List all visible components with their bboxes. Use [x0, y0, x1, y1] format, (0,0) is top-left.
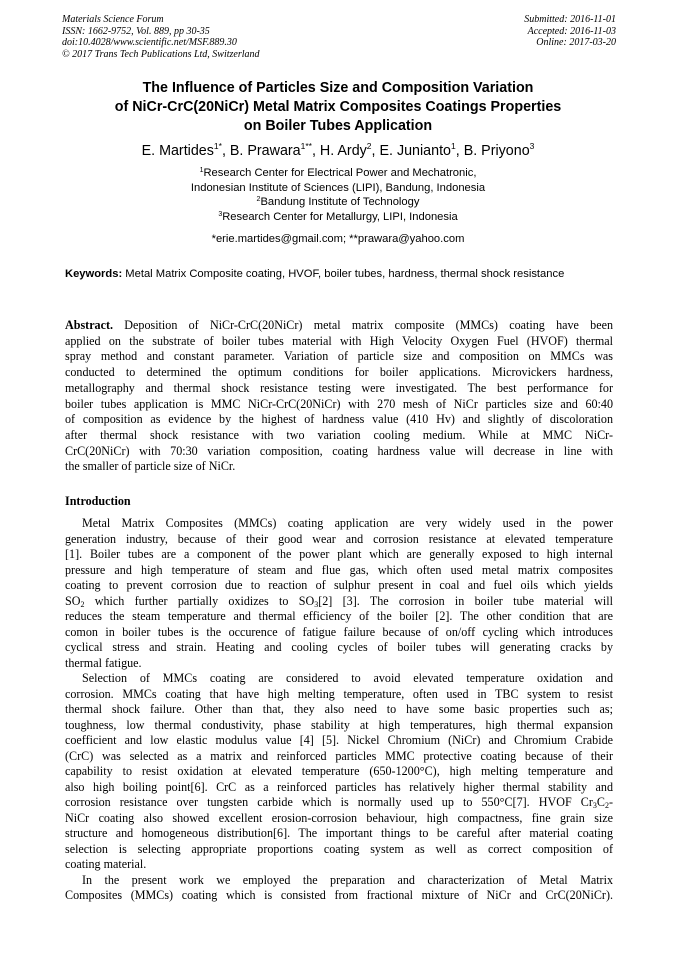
author-affiliation-mark: 2: [366, 141, 372, 151]
intro-text: which further partially oxidizes to SO: [84, 593, 315, 608]
subscript: 2: [604, 801, 609, 810]
title-line: of NiCr-CrC(20NiCr) Metal Matrix Composites Coatings Properties: [114, 99, 562, 115]
affiliation-1: [62, 166, 614, 181]
affiliation-mark: 2: [256, 196, 261, 204]
abstract-line: boiler tubes application is MMC NiCr-CrC(20NiCr) with 270 mesh of NiCr particles size and 60:40: [65, 396, 613, 411]
copyright-line: © 2017 Trans Tech Publications Ltd, Switzerland: [62, 48, 260, 60]
author-name: , B. Prawara: [221, 143, 301, 159]
abstract-line: of composition as evidence by the highest of hardness value (410 Hv) and slightly of discoloration: [65, 412, 613, 427]
abstract: [65, 318, 613, 475]
intro-line: corrosion. MMCs coating that have high melting temperature, often used in TBC system to resist: [65, 686, 613, 701]
paper-title: [62, 79, 614, 136]
abstract-line: metallography and thermal shock resistance testing were investigated. The best performance for: [65, 380, 613, 395]
intro-text: C: [596, 795, 605, 809]
affiliation-mark: 3: [218, 210, 223, 218]
intro-line: [65, 795, 613, 811]
abstract-line: CrC(20NiCr) with 70:30 variation composition, coating hardness value will decrease in line with: [65, 443, 613, 458]
intro-line: coefficient and low elastic modulus value [4] [5]. Nickel Chromium (NiCr) and Chromium Crabide: [65, 733, 613, 747]
abstract-line: applied on the substrate of boiler tubes material with High Velocity Oxygen Fuel (HVOF) thermal: [65, 333, 613, 348]
abstract-line: spray method and constant parameter. Variation of particle size and composition on MMCs was: [65, 349, 613, 364]
intro-line: generation industry, because of their good wear and corrosion resistance at elevated temperature: [65, 531, 613, 546]
abstract-line: [65, 318, 613, 334]
abstract-text: Deposition of NiCr-CrC(20NiCr) metal matrix composite (MMCs) coating have been: [113, 318, 613, 332]
subscript: 3: [314, 599, 319, 609]
intro-line: pressure and high temperature of steam and flue gas, which often used metal matrix composites: [65, 562, 613, 577]
affiliation-text: Research Center for Metallurgy, LIPI, Indonesia: [222, 210, 458, 223]
submitted-date: Submitted: 2016-11-01: [524, 14, 616, 25]
intro-line: capability to resist oxidation at elevated temperature (650-1200°C), high melting temperature and: [65, 764, 613, 778]
intro-line: coating to prevent corrosion due to reaction of sulphur present in coal and fuel oils which yields: [65, 578, 613, 592]
author-affiliation-mark: 1*: [213, 141, 222, 151]
doi-line: doi:10.4028/www.scientific.net/MSF.889.30: [62, 37, 237, 48]
author-name: , E. Junianto: [371, 143, 452, 159]
author-name: , B. Priyono: [455, 143, 530, 159]
affiliation-text: Bandung Institute of Technology: [260, 196, 420, 209]
intro-line: cyclical stress and strain. Heating and cooling cycles of boiler tubes will generating cracks by: [65, 640, 613, 654]
author-affiliation-mark: 1: [451, 141, 456, 151]
intro-line: also high boiling point[6]. CrC as a reinforced particles has relatively higher thermal stability and: [65, 779, 613, 794]
keywords: [65, 267, 613, 282]
affiliation-mark: 1: [199, 167, 204, 174]
submission-dates: [396, 14, 616, 49]
issn-line: ISSN: 1662-9752, Vol. 889, pp 30-35: [62, 25, 210, 37]
author-affiliation-mark: 3: [529, 141, 535, 151]
intro-text: corrosion resistance over tungsten carbide which is normally used up to 550°C[7]. HVOF Cr: [65, 795, 593, 809]
keywords-label: Keywords:: [65, 268, 123, 280]
author-affiliation-mark: 1**: [300, 141, 312, 151]
abstract-line: after thermal shock resistance with two variation cooling medium. While at MMC NiCr-: [65, 427, 613, 442]
author-name: , H. Ardy: [311, 143, 367, 159]
title-line: on Boiler Tubes Application: [243, 118, 433, 134]
intro-line: comon in boiler tubes is the occurence of fatigue failure because of on/off cycling which introduces: [65, 624, 613, 639]
intro-line: structure and homogeneous distribution[6]. The important things to be careful after material coating: [65, 826, 613, 840]
intro-line: thermal fatigue.: [65, 655, 142, 670]
journal-info: [62, 14, 362, 60]
intro-line: [65, 594, 613, 610]
intro-text: -: [608, 795, 613, 809]
subscript: 3: [592, 801, 597, 810]
affiliation-2: [62, 195, 614, 210]
intro-line: Metal Matrix Composites (MMCs) coating application are very widely used in the power: [82, 516, 613, 530]
author-name: E. Martides: [141, 143, 214, 159]
intro-line: NiCr coating also showed excellent erosion-corrosion behaviour, high compactness, fine grain size: [65, 810, 613, 825]
online-date: Online: 2017-03-20: [536, 37, 616, 48]
intro-line: [1]. Boiler tubes are a component of the power plant which are generally exposed to high internal: [65, 547, 613, 561]
intro-line: Selection of MMCs coating are considered to avoid elevated temperature oxidation and: [82, 671, 613, 685]
intro-text: [2] [3]. The corrosion in boiler tube material will: [318, 593, 613, 608]
intro-line: selection is selecting appropriate proportions coating system as well as correct composition of: [65, 841, 613, 856]
accepted-date: Accepted: 2016-11-03: [527, 25, 616, 37]
keywords-text: Metal Matrix Composite coating, HVOF, boiler tubes, hardness, thermal shock resistance: [122, 268, 565, 280]
journal-name: Materials Science Forum: [62, 14, 164, 25]
intro-text: SO: [65, 593, 81, 608]
section-heading-introduction: Introduction: [65, 494, 131, 508]
intro-line: In the present work we employed the preparation and characterization of Metal Matrix: [82, 872, 613, 887]
intro-line: thermal shock failure. Other than that, they also need to have some basic properties such as;: [65, 702, 613, 716]
intro-line: coating material.: [65, 857, 147, 871]
affiliation-1-cont: Indonesian Institute of Sciences (LIPI), Bandung, Indonesia: [190, 181, 486, 194]
intro-line: reduces the steam temperature and thermal efficiency of the boiler [2]. The other condition that are: [65, 609, 613, 623]
author-emails: *erie.martides@gmail.com; **prawara@yahoo.com: [211, 233, 465, 245]
title-line: The Influence of Particles Size and Composition Variation: [142, 80, 534, 96]
abstract-line: conducted to determined the optimum conditions for boiler applications. Microvickers hardness,: [65, 365, 613, 380]
affiliations: [62, 166, 614, 224]
author-list: [62, 141, 614, 161]
intro-line: Composites (MMCs) coating which is consisted from fractional mixture of NiCr and CrC(20NiCr).: [65, 888, 613, 902]
subscript: 2: [80, 599, 85, 609]
intro-line: (CrC) was selected as a matrix and reinforced particles MMC protective coating because of their: [65, 748, 613, 763]
abstract-line: the smaller of particle size of NiCr.: [65, 459, 236, 474]
intro-line: toughness, low thermal condustivity, phase stability at high temperatures, high thermal expansion: [65, 717, 613, 732]
affiliation-text: Research Center for Electrical Power and Mechatronic,: [203, 167, 477, 179]
affiliation-3: [62, 210, 614, 225]
introduction-body: [65, 516, 613, 904]
abstract-label: Abstract.: [65, 318, 114, 332]
